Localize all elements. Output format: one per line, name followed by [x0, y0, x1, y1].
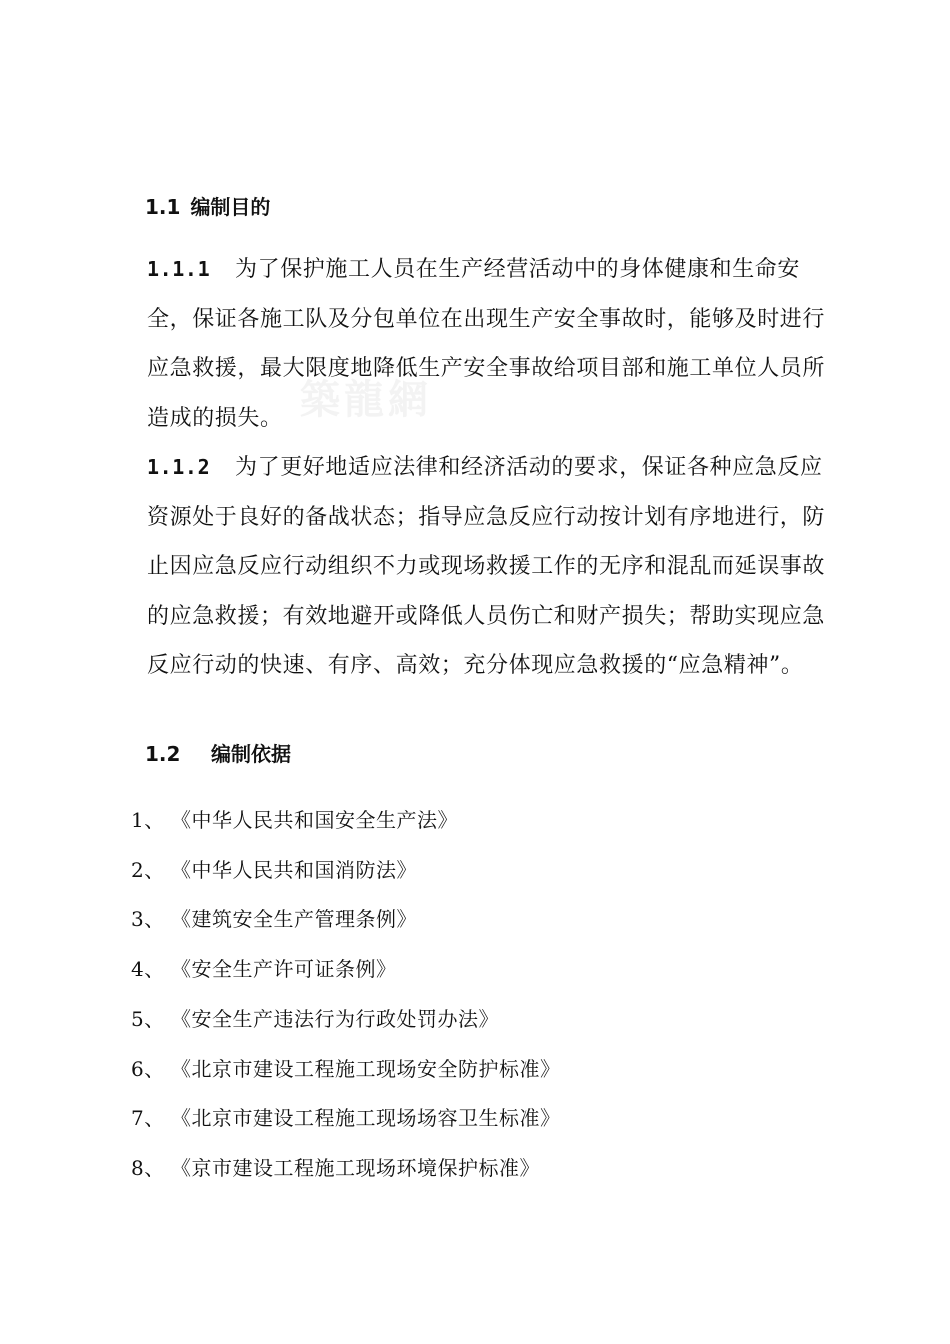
paragraph-1-1-2 — [147, 443, 837, 691]
list-title: 《建筑安全生产管理条例》 — [171, 907, 417, 932]
list-item — [131, 1094, 561, 1144]
list-title: 《中华人民共和国消防法》 — [171, 857, 417, 882]
list-item — [131, 1144, 561, 1194]
watermark: 築龍網 — [300, 376, 432, 423]
section-number: 1.1 — [145, 195, 181, 219]
section-heading-1-1 — [145, 195, 270, 219]
paragraph-text: 为了保护施工人员在生产经营活动中的身体健康和生命安全，保证各施工队及分包单位在出现生产安全事故时，能够及时进行应急救援，最大限度地降低生产安全事故给项目部和施工单位人员所造成的损失。 — [147, 257, 826, 431]
list-index: 4、 — [131, 957, 165, 982]
list-index: 6、 — [131, 1056, 165, 1081]
list-item — [131, 995, 561, 1045]
paragraph-number: 1.1.1 — [147, 257, 211, 281]
section-heading-1-2 — [145, 742, 291, 766]
list-index: 2、 — [131, 857, 165, 882]
list-title: 《北京市建设工程施工现场场容卫生标准》 — [171, 1106, 561, 1131]
section-number: 1.2 — [145, 742, 181, 766]
section-title: 编制目的 — [190, 195, 271, 219]
list-title: 《安全生产许可证条例》 — [171, 957, 397, 982]
list-title: 《安全生产违法行为行政处罚办法》 — [171, 1006, 499, 1031]
list-item — [131, 945, 561, 995]
list-item — [131, 846, 561, 896]
paragraph-text: 为了更好地适应法律和经济活动的要求，保证各种应急反应资源处于良好的备战状态；指导应急反应行动按计划有序地进行，防止因应急反应行动组织不力或现场救援工作的无序和混乱而延误事故的应急救援；有效地避开或降低人员伤亡和财产损失；帮助实现应急反应行动的快速、有序、高效；充分体现应急救援的“应急精神”。 — [147, 455, 826, 678]
list-title: 《北京市建设工程施工现场安全防护标准》 — [171, 1056, 561, 1081]
list-index: 1、 — [131, 808, 165, 832]
list-index: 7、 — [131, 1106, 165, 1131]
list-title: 《京市建设工程施工现场环境保护标准》 — [171, 1155, 540, 1180]
paragraph-1-1-1 — [147, 245, 837, 443]
basis-list — [131, 796, 561, 1194]
list-title: 《中华人民共和国安全生产法》 — [171, 808, 458, 832]
paragraph-number: 1.1.2 — [147, 455, 211, 479]
list-item — [131, 796, 561, 846]
list-index: 8、 — [131, 1155, 165, 1180]
list-item — [131, 895, 561, 945]
list-index: 5、 — [131, 1006, 165, 1031]
list-item — [131, 1045, 561, 1095]
section-title: 编制依据 — [211, 742, 291, 766]
list-index: 3、 — [131, 907, 165, 932]
